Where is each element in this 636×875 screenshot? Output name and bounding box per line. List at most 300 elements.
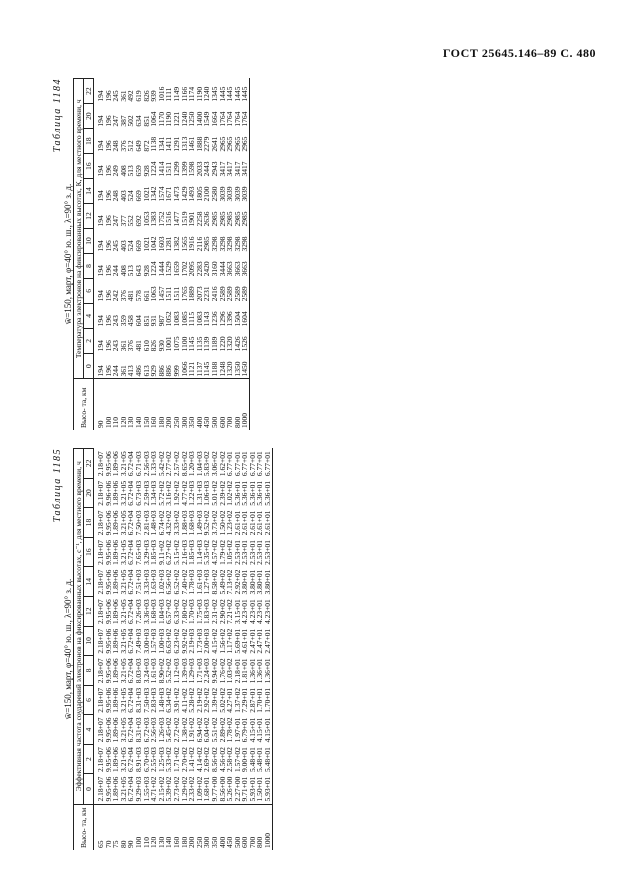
table-cell: 413	[126, 365, 136, 377]
table-cell: 1445	[217, 86, 227, 102]
table-cell: 481	[126, 290, 136, 302]
table-cell: 194	[96, 215, 105, 227]
table-cell: 1.89+06	[111, 599, 121, 625]
table-cell: 1135	[194, 336, 204, 352]
table-cell: 8.58+02	[209, 569, 219, 595]
table-cell: 2965	[217, 136, 227, 152]
time-column-header: 10	[84, 626, 94, 656]
table-cell: 6.72+04	[126, 747, 136, 772]
height-column-header: Высо- та, км	[74, 379, 94, 430]
table-cell: 376	[126, 340, 136, 352]
table-caption: w̄=150, март, φ=40° ю. ш., λ=90° з. д.	[63, 578, 73, 720]
table-cell: 2.61+01	[263, 510, 273, 536]
table-cell: 5.26+00	[225, 776, 235, 802]
table-cell: 3.21+05	[118, 480, 128, 506]
table-cell: 1.31+03	[194, 480, 204, 506]
table-cell: 1.89+06	[111, 540, 121, 565]
table-cell: 1240	[179, 111, 189, 127]
table-cell: 6.57+02	[164, 599, 174, 625]
table-cell: 1.22+03	[187, 480, 197, 506]
value-column	[94, 104, 250, 129]
table-cell: 1190	[194, 86, 204, 102]
table-cell: 196	[103, 365, 113, 377]
table-cell: 6.77+01	[232, 451, 242, 477]
table-cell: 1.85+03	[149, 540, 159, 565]
table-cell: 9.52+02	[202, 510, 212, 536]
table-cell: 1764	[225, 111, 235, 127]
height-values	[94, 379, 250, 430]
table-cell: 929	[149, 365, 159, 377]
table-cell: 2580	[209, 186, 219, 202]
table-cell: 1221	[171, 111, 181, 127]
table-cell: 5.45+02	[164, 717, 174, 743]
table-cell: 513	[126, 165, 136, 177]
table-cell: 661	[141, 290, 151, 302]
table-cell: 1.79+02	[217, 540, 227, 565]
table-cell: 1100	[179, 336, 189, 352]
table-cell: 196	[103, 240, 113, 252]
table-cell: 1.68+03	[187, 510, 197, 536]
table-cell: 1166	[179, 86, 189, 102]
table-cell: 669	[133, 240, 143, 252]
table-cell: 2.61+01	[240, 510, 250, 536]
table-cell: 3.21+05	[118, 776, 128, 802]
table-cell: 9.11+02	[156, 540, 166, 565]
table-cell: 2.73+02	[171, 776, 181, 802]
table-cell: 1066	[179, 361, 189, 377]
table-cell: 1.41+02	[187, 747, 197, 772]
table-cell: 578	[133, 290, 143, 302]
table-cell: 194	[96, 290, 105, 302]
table-cell: 4.61+01	[240, 628, 250, 654]
table-cell: 2416	[209, 286, 219, 302]
table-cell: 1445	[240, 86, 250, 102]
table-cell: 1.89+06	[111, 776, 121, 802]
height-value: 100	[103, 416, 113, 428]
height-value: 75	[111, 840, 121, 848]
table-cell: 1296	[217, 311, 227, 327]
height-column-header: Высо- та, км	[74, 804, 94, 850]
table-cell: 5.48+01	[255, 747, 265, 772]
table-cell: 1889	[187, 286, 197, 302]
value-column	[94, 596, 273, 626]
table-cell: 2.24+03	[202, 658, 212, 684]
height-value: 600	[217, 416, 227, 428]
table-cell: 1220	[217, 336, 227, 352]
table-cell: 2589	[232, 286, 242, 302]
table-cell: 1671	[164, 186, 174, 202]
table-cell: 7.26+03	[133, 599, 143, 625]
table-cell: 2258	[194, 211, 204, 227]
table-cell: 6.70+03	[141, 747, 151, 772]
height-value: 450	[225, 836, 235, 848]
table-cell: 3663	[225, 261, 235, 277]
table-cell: 649	[133, 140, 143, 152]
table-cell: 4.15+01	[263, 717, 273, 743]
height-value: 700	[247, 836, 257, 848]
table-cell: 928	[141, 165, 151, 177]
table-cell: 196	[103, 340, 113, 352]
table-cell: 5.33+02	[164, 747, 174, 772]
time-column-header: 4	[84, 715, 94, 745]
table-cell: 1.97+01	[232, 717, 242, 743]
table-cell: 3417	[217, 161, 227, 177]
height-value: 100	[133, 836, 143, 848]
table-cell: 2965	[232, 136, 242, 152]
table-cell: 1565	[179, 236, 189, 252]
table-cell: 2.31+02	[209, 599, 219, 625]
table-cell: 1.05+02	[225, 540, 235, 565]
table-cell: 361	[118, 340, 128, 352]
height-value: 120	[149, 836, 159, 848]
table-cell: 2073	[194, 286, 204, 302]
table-cell: 4.15+02	[209, 628, 219, 654]
table-cell: 1.26+03	[156, 717, 166, 743]
table-cell: 3.21+05	[118, 569, 128, 595]
time-column-header: 20	[84, 104, 94, 129]
table-cell: 1345	[209, 86, 219, 102]
height-value: 300	[202, 836, 212, 848]
table-cell: 2.15+02	[156, 776, 166, 802]
height-value: 300	[179, 416, 189, 428]
table-cell: 376	[118, 140, 128, 152]
height-value: 700	[225, 416, 235, 428]
height-value: 110	[141, 837, 151, 848]
table-cell: 604	[133, 315, 143, 327]
table-cell: 6.72+04	[126, 451, 136, 477]
table-cell: 619	[133, 90, 143, 102]
table-cell: 5.36+01	[240, 480, 250, 506]
table-cell: 6.23+02	[171, 628, 181, 654]
table-cell: 4.23+01	[247, 599, 257, 625]
table-cell: 1137	[194, 361, 204, 377]
table-cell: 1383	[149, 211, 159, 227]
table-cell: 2.58+02	[225, 747, 235, 772]
table-cell: 2.27+00	[232, 776, 242, 802]
table-cell: 1603	[156, 236, 166, 252]
table-cell: 244	[111, 265, 121, 277]
table-cell: 9.29+03	[133, 776, 143, 802]
table-cell: 1.04+03	[156, 599, 166, 625]
table-cell: 1.48+03	[156, 687, 166, 713]
table-cell: 408	[118, 165, 128, 177]
table-cell: 2.72+02	[171, 717, 181, 743]
table-cell: 1493	[187, 186, 197, 202]
table-cell: 1320	[225, 361, 235, 377]
table-cell: 247	[111, 215, 121, 227]
table-cell: 8.65+02	[179, 451, 189, 477]
table-cell: 2.18+07	[96, 658, 105, 684]
table-cell: 1659	[171, 261, 181, 277]
table-cell: 387	[118, 115, 128, 127]
table-cell: 196	[103, 315, 113, 327]
table-cell: 3.91+02	[171, 687, 181, 713]
time-column-header: 10	[84, 228, 94, 253]
table-cell: 1.89+06	[111, 628, 121, 654]
table-cell: 3.21+05	[118, 510, 128, 536]
table-cell: 1139	[202, 336, 212, 352]
table-cell: 1445	[225, 86, 235, 102]
page-header: ГОСТ 25645.146–89 С. 480	[442, 46, 596, 60]
table-cell: 6.74+02	[156, 510, 166, 536]
table-cell: 1.89+06	[111, 717, 121, 743]
table-cell: 1.27+03	[202, 569, 212, 595]
table-cell: 376	[118, 290, 128, 302]
data-table	[73, 448, 273, 850]
table-cell: 512	[126, 140, 136, 152]
table-cell: 2.61+01	[232, 510, 242, 536]
height-value: 1000	[240, 413, 250, 428]
table-cell: 9.00+01	[240, 747, 250, 772]
table-cell: 1764	[240, 111, 250, 127]
table-cell: 613	[141, 365, 151, 377]
table-cell: 5.36+01	[263, 480, 273, 506]
table-cell: 194	[96, 340, 105, 352]
table-cell: 1320	[225, 336, 235, 352]
table-cell: 194	[96, 90, 105, 102]
table-cell: 1.70+01	[255, 687, 265, 713]
table-cell: 1.36+01	[263, 658, 273, 684]
table-cell: 243	[111, 340, 121, 352]
table-cell: 2.92+02	[232, 569, 242, 595]
height-value: 450	[202, 416, 212, 428]
table-cell: 2.57+02	[171, 451, 181, 477]
height-value: 400	[194, 416, 204, 428]
table-cell: 3663	[240, 261, 250, 277]
table-cell: 7.13+02	[225, 569, 235, 595]
table-cell: 826	[141, 90, 151, 102]
table-cell: 4.15+01	[247, 717, 257, 743]
table-cell: 3663	[232, 261, 242, 277]
table-cell: 1.12+03	[171, 658, 181, 684]
table-cell: 3.80+01	[240, 569, 250, 595]
table-cell: 6.33+02	[171, 599, 181, 625]
table-cell: 5.01+02	[209, 480, 219, 506]
table-cell: 196	[103, 215, 113, 227]
table-cell: 194	[96, 365, 105, 377]
table-cell: 9.95+06	[103, 599, 113, 625]
table-cell: 1549	[202, 111, 212, 127]
table-cell: 5.93+01	[247, 776, 257, 802]
table-cell: 1064	[149, 111, 159, 127]
table-cell: 194	[96, 315, 105, 327]
table-cell: 2.18+07	[96, 747, 105, 772]
table-cell: 248	[111, 190, 121, 202]
table-cell: 6.72+04	[126, 540, 136, 565]
table-cell: 1053	[141, 211, 151, 227]
table-cell: 7.49+03	[133, 628, 143, 654]
table-cell: 1299	[171, 161, 181, 177]
table-cell: 5.35+02	[202, 540, 212, 565]
value-column	[94, 478, 273, 508]
table-cell: 8.56+00	[217, 776, 227, 802]
table-cell: 826	[149, 340, 159, 352]
table-cell: 692	[133, 215, 143, 227]
table-cell: 1.29+03	[187, 658, 197, 684]
table-cell: 3.21+05	[118, 717, 128, 743]
time-column-header: 16	[84, 537, 94, 567]
table-cell: 1411	[164, 136, 174, 152]
table-cell: 194	[96, 190, 105, 202]
table-cell: 2985	[240, 211, 250, 227]
height-value: 180	[156, 416, 166, 428]
table-cell: 999	[171, 365, 181, 377]
table-cell: 2985	[209, 211, 219, 227]
value-column	[94, 253, 250, 278]
table-cell: 3039	[217, 186, 227, 202]
table-cell: 9.95+06	[103, 776, 113, 802]
table-cell: 244	[111, 365, 121, 377]
table-cell: 1598	[187, 161, 197, 177]
table-cell: 851	[141, 315, 151, 327]
table-cell: 2.87+01	[247, 687, 257, 713]
height-value: 90	[126, 840, 136, 848]
table-cell: 6.56+02	[164, 569, 174, 595]
table-cell: 1.37+02	[232, 687, 242, 713]
table-cell: 403	[118, 240, 128, 252]
table-cell: 196	[103, 190, 113, 202]
height-value: 90	[96, 420, 105, 428]
table-cell: 4.71+02	[149, 776, 159, 802]
table-title: Таблица 1184	[52, 78, 63, 153]
table-cell: 3298	[225, 236, 235, 252]
table-cell: 659	[133, 165, 143, 177]
table-cell: 4.23+01	[263, 599, 273, 625]
table-cell: 194	[96, 240, 105, 252]
table-cell: 2.59+03	[141, 480, 151, 506]
table-cell: 2.19+03	[187, 628, 197, 654]
table-cell: 1888	[194, 136, 204, 152]
height-value: 500	[232, 836, 242, 848]
time-column-header: 14	[84, 567, 94, 597]
table-cell: 6.72+04	[126, 776, 136, 802]
height-value: 150	[141, 416, 151, 428]
table-cell: 2.47+01	[247, 628, 257, 654]
table-cell: 1.89+06	[111, 687, 121, 713]
table-cell: 1445	[232, 86, 242, 102]
time-column-header: 6	[84, 685, 94, 715]
value-column	[94, 715, 273, 745]
height-value: 250	[171, 416, 181, 428]
table-cell: 1.89+06	[111, 747, 121, 772]
table-cell: 194	[96, 140, 105, 152]
table-cell: 1.92+02	[171, 480, 181, 506]
table-cell: 1.56+02	[217, 628, 227, 654]
table-cell: 194	[96, 115, 105, 127]
table-cell: 7.40+02	[179, 569, 189, 595]
table-cell: 1.06+03	[202, 480, 212, 506]
table-cell: 1765	[179, 286, 189, 302]
height-value: 80	[118, 840, 128, 848]
table-cell: 6.63+02	[164, 628, 174, 654]
table-cell: 2589	[217, 286, 227, 302]
table-cell: 3298	[209, 236, 219, 252]
table-cell: 3.73+02	[209, 510, 219, 536]
table-cell: 1604	[240, 311, 250, 327]
table-cell: 403	[118, 190, 128, 202]
table-cell: 3298	[240, 236, 250, 252]
table-cell: 5.02+02	[217, 687, 227, 713]
table-cell: 2.18+07	[96, 628, 105, 654]
table-cell: 1.17+02	[225, 628, 235, 654]
table-cell: 6.34+02	[164, 687, 174, 713]
table-cell: 3417	[240, 161, 250, 177]
table-cell: 7.80+02	[179, 599, 189, 625]
time-column-header: 2	[84, 328, 94, 353]
table-cell: 1396	[225, 311, 235, 327]
value-column	[94, 154, 250, 179]
table-cell: 1291	[171, 136, 181, 152]
table-cell: 1.36+01	[255, 658, 265, 684]
table-cell: 1574	[156, 186, 166, 202]
table-cell: 5.51+02	[209, 717, 219, 743]
table-cell: 1.78+02	[225, 717, 235, 743]
table-cell: 5.69+01	[232, 628, 242, 654]
table-cell: 1042	[149, 236, 159, 252]
table-cell: 2.47+01	[255, 628, 265, 654]
table-cell: 851	[141, 115, 151, 127]
table-cell: 4.32+02	[164, 510, 174, 536]
table-cell: 5.28+02	[187, 687, 197, 713]
table-cell: 1313	[179, 136, 189, 152]
table-cell: 2.83+03	[149, 687, 159, 713]
table-cell: 1399	[179, 161, 189, 177]
table-cell: 2.39+02	[217, 480, 227, 506]
value-column	[94, 204, 250, 229]
height-value: 200	[164, 416, 174, 428]
table-cell: 9.95+06	[103, 717, 113, 743]
table-cell: 1.91+02	[187, 717, 197, 743]
table-cell: 634	[133, 115, 143, 127]
table-cell: 3.16+02	[164, 480, 174, 506]
table-cell: 3417	[225, 161, 235, 177]
table-cell: 5.72+02	[156, 480, 166, 506]
height-value: 110	[111, 417, 121, 428]
table-cell: 1145	[187, 336, 197, 352]
table-cell: 1188	[209, 361, 219, 377]
table-cell: 7.29+01	[240, 687, 250, 713]
time-column-header: 8	[84, 253, 94, 278]
table-cell: 1511	[164, 161, 174, 177]
table-cell: 6.72+04	[126, 569, 136, 595]
table-cell: 458	[126, 315, 136, 327]
table-cell: 6.72+04	[126, 687, 136, 713]
table-cell: 1.75+03	[194, 599, 204, 625]
table-cell: 1021	[141, 186, 151, 202]
table-cell: 1477	[171, 211, 181, 227]
table-cell: 552	[126, 215, 136, 227]
table-cell: 524	[126, 240, 136, 252]
table-cell: 1382	[171, 236, 181, 252]
height-value: 160	[171, 836, 181, 848]
table-cell: 377	[118, 215, 128, 227]
table-cell: 2.18+07	[96, 599, 105, 625]
table-cell: 2.53+01	[247, 540, 257, 565]
table-cell: 5.36+01	[232, 480, 242, 506]
value-column	[94, 328, 250, 353]
table-cell: 3.06+02	[209, 451, 219, 477]
time-column-header: 8	[84, 656, 94, 686]
table-cell: 1001	[164, 336, 174, 352]
quantity-header: Температура электронов на фиксированных высотах, К, для местного времени, ч	[74, 79, 84, 379]
quantity-header: Эффективная частота соударений электронов на фиксированных высотах, с⁻¹, для местного времени, ч	[74, 449, 84, 805]
table-cell: 2.18+07	[96, 540, 105, 565]
table-cell: 9.95+06	[103, 658, 113, 684]
table-cell: 1764	[232, 111, 242, 127]
table-cell: 2.56+03	[149, 717, 159, 743]
table-cell: 1.23+02	[225, 510, 235, 536]
table-cell: 3.15+01	[232, 599, 242, 625]
